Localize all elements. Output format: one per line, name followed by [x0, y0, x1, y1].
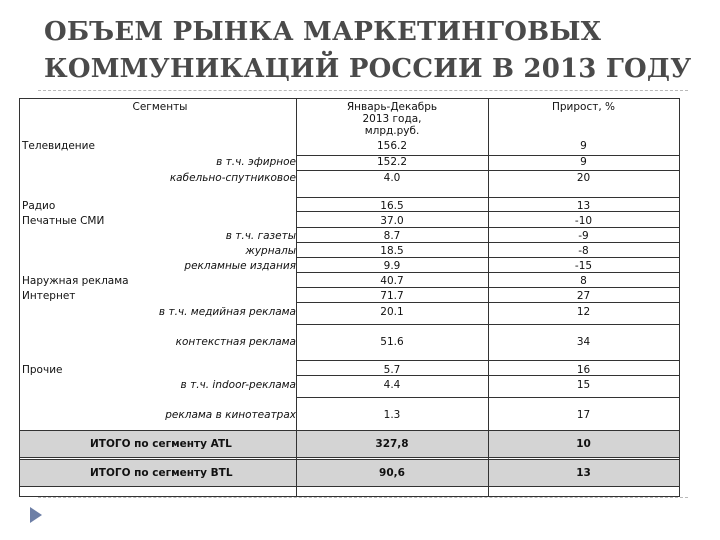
row-label-magazines: журналы [245, 245, 296, 257]
row-line [296, 302, 679, 303]
row-growth-print: -10 [574, 215, 593, 227]
row-label-ad-editions: рекламные издания [184, 260, 296, 272]
top-divider [38, 90, 688, 91]
row-growth-context-ads: 34 [576, 336, 591, 348]
total-btl-growth: 13 [576, 467, 591, 479]
row-value-print: 37.0 [380, 215, 404, 227]
row-label-other: Прочие [22, 364, 63, 376]
row-label-outdoor: Наружная реклама [22, 275, 129, 287]
row-line [20, 457, 679, 458]
row-line [296, 197, 679, 198]
row-label-tv: Телевидение [22, 140, 95, 152]
row-label-radio: Радио [22, 200, 56, 212]
row-growth-magazines: -8 [578, 245, 589, 257]
row-value-radio: 16.5 [380, 200, 404, 212]
total-btl-label: ИТОГО по сегменту BTL [90, 467, 233, 479]
row-growth-tv: 9 [580, 140, 587, 152]
title-line-1: ОБЪЕМ РЫНКА МАРКЕТИНГОВЫХ [44, 17, 602, 47]
row-label-cinema: реклама в кинотеатрах [165, 409, 296, 421]
row-value-indoor: 4.4 [383, 379, 401, 391]
row-line [296, 227, 679, 228]
bottom-divider [38, 497, 688, 498]
row-growth-ad-editions: -15 [574, 260, 593, 272]
row-value-magazines: 18.5 [380, 245, 404, 257]
row-growth-media-ads: 12 [576, 306, 591, 318]
slide-title [44, 14, 704, 88]
market-table [19, 98, 680, 497]
row-label-context-ads: контекстная реклама [175, 336, 296, 348]
row-label-tv-cable: кабельно-спутниковое [169, 172, 296, 184]
row-growth-tv-ether: 9 [580, 156, 587, 168]
row-growth-tv-cable: 20 [576, 172, 591, 184]
row-growth-indoor: 15 [576, 379, 591, 391]
row-value-tv-ether: 152.2 [376, 156, 408, 168]
row-value-context-ads: 51.6 [380, 336, 404, 348]
row-line [20, 486, 679, 487]
row-growth-newspapers: -9 [578, 230, 589, 242]
row-line [296, 324, 679, 325]
row-growth-other: 16 [576, 364, 591, 376]
row-growth-internet: 27 [576, 290, 591, 302]
row-value-ad-editions: 9.9 [383, 260, 401, 272]
row-value-internet: 71.7 [380, 290, 404, 302]
header-period [296, 101, 488, 137]
header-growth: Прирост, % [551, 101, 615, 113]
row-label-internet: Интернет [22, 290, 76, 302]
row-line [296, 272, 679, 273]
row-line [20, 430, 679, 431]
row-value-media-ads: 20.1 [380, 306, 404, 318]
next-slide-arrow-icon[interactable] [30, 507, 42, 523]
row-line [296, 257, 679, 258]
header-period-line-1: Январь-Декабрь [346, 101, 438, 113]
total-atl-value: 327,8 [375, 438, 409, 450]
row-label-print: Печатные СМИ [22, 215, 105, 227]
row-value-other: 5.7 [383, 364, 401, 376]
row-line [296, 397, 679, 398]
header-period-line-2: 2013 года, [362, 113, 422, 125]
total-atl-growth: 10 [576, 438, 591, 450]
row-line [296, 360, 679, 361]
row-label-tv-ether: в т.ч. эфирное [216, 156, 296, 168]
header-segments: Сегменты [132, 101, 188, 113]
row-label-newspapers: в т.ч. газеты [225, 230, 296, 242]
row-growth-radio: 13 [576, 200, 591, 212]
row-growth-outdoor: 8 [580, 275, 587, 287]
row-growth-cinema: 17 [576, 409, 591, 421]
row-value-tv: 156.2 [376, 140, 408, 152]
total-atl-label: ИТОГО по сегменту ATL [90, 438, 232, 450]
row-line [296, 242, 679, 243]
row-line [20, 459, 679, 460]
row-value-tv-cable: 4.0 [383, 172, 401, 184]
row-line [296, 287, 679, 288]
row-value-outdoor: 40.7 [380, 275, 404, 287]
row-value-newspapers: 8.7 [383, 230, 401, 242]
header-period-line-3: млрд.руб. [364, 125, 420, 137]
row-label-media-ads: в т.ч. медийная реклама [158, 306, 296, 318]
row-line [296, 170, 679, 171]
row-value-cinema: 1.3 [383, 409, 401, 421]
title-line-2: КОММУНИКАЦИЙ РОССИИ В 2013 ГОДУ [44, 54, 692, 84]
total-btl-value: 90,6 [379, 467, 405, 479]
row-label-indoor: в т.ч. indoor-реклама [180, 379, 296, 391]
